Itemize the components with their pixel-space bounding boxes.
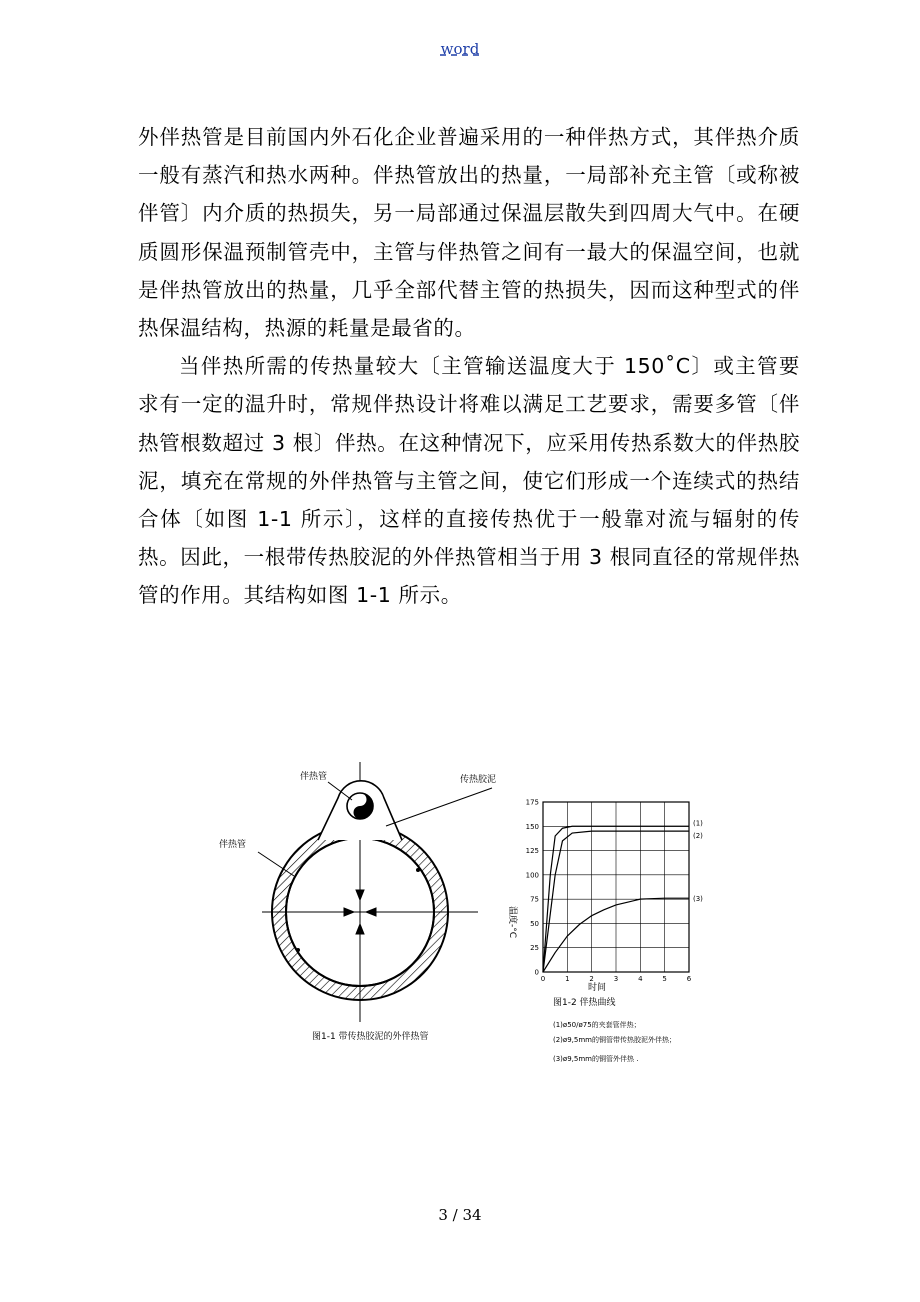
legend-1: (1)ø50/ø75的夹套管伴热； [553,1021,641,1029]
label-tracer-top: 伴热管 [300,772,328,782]
figure-1-caption: 图1-1 带传热胶泥的外伴热管 [312,1032,429,1042]
label-tracer-left: 伴热管 [219,840,247,850]
paragraph-2: 当伴热所需的传热量较大〔主管输送温度大于 150˚C〕或主管要求有一定的温升时，常规伴热设计将难以满足工艺要求，需要多管〔伴热管根数超过 3 根〕伴热。在这种情况下，应采用传热系数大的伴热胶泥，填充在常规的外伴热管与主管之间，使它们形成一个连续式的热结合体〔如图 1-1 所示〕，这样的直接传热优于一般靠对流与辐射的传热。因此，一根带传热胶泥的外伴热管相当于用 3 根同直径的常规伴热管的作用。其结构如图 1-1 所示。 [138,354,800,608]
y-tick-label: 100 [525,871,539,880]
x-tick-label: 5 [662,975,667,983]
paragraph-1: 外伴热管是目前国内外石化企业普遍采用的一种伴热方式，其伴热介质一般有蒸汽和热水两种。伴热管放出的热量，一局部补充主管〔或称被伴管〕内介质的热损失，另一局部通过保温层散失到四周大气中。在硬质圆形保温预制管壳中，主管与伴热管之间有一最大的保温空间，也就是伴热管放出的热量，几乎全部代替主管的热损失，因而这种型式的伴热保温结构，热源的耗量是最省的。 [138,125,800,341]
y-tick-label: 0 [534,968,539,977]
chart-plot-area [526,799,704,984]
page-number: 3 / 34 [438,1206,482,1224]
legend-3: (3)ø9,5mm的铜管外伴热 . [553,1055,639,1063]
x-tick-label: 0 [540,975,546,983]
x-tick-label: 6 [686,975,692,983]
x-tick-label: 2 [589,975,594,983]
y-tick-label: 150 [525,822,539,831]
x-tick-label: 4 [638,975,643,983]
y-tick-label: 125 [525,847,539,856]
x-tick-label: 1 [565,975,570,983]
series-label-1: (1) [693,819,703,828]
x-tick-label: 3 [613,975,619,983]
series-label-3: (3) [693,895,703,904]
header-word-link[interactable]: word [440,40,480,58]
y-axis-label: 温度-°C [507,906,517,939]
label-cement: 传热胶泥 [460,775,497,785]
x-axis-label: 时间 [588,983,607,993]
y-tick-label: 175 [525,798,539,807]
body-text [138,118,800,615]
figure-1-2-caption: 图1-2 伴热曲线 [553,998,616,1008]
y-tick-label: 75 [530,895,539,904]
legend-2: (2)ø9,5mm的铜管带传热胶泥外伴热； [553,1036,676,1044]
y-tick-label: 50 [530,919,539,928]
figure-1-2-chart [210,760,730,1080]
series-label-2: (2) [693,832,703,841]
y-tick-label: 25 [530,944,539,953]
figures [210,760,730,1080]
